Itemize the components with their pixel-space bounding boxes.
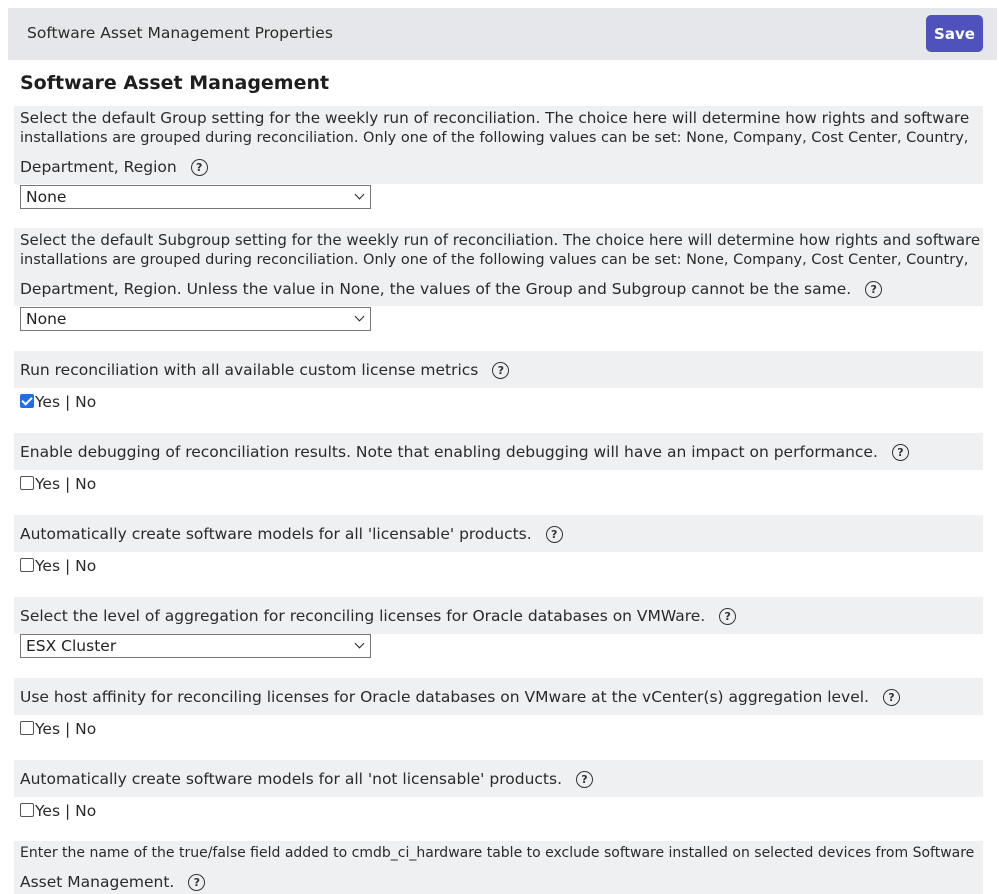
chevron-down-icon (355, 312, 365, 322)
exclude-field-label-line-2 (20, 872, 205, 892)
custom-metrics-choice: Yes | No (35, 393, 97, 411)
group-label-line-1: Select the default Group setting for the weekly run of reconciliation. The choice here will determine how rights and software (20, 109, 970, 127)
help-icon[interactable]: ? (883, 689, 900, 706)
debugging-label-text: Enable debugging of reconciliation results. Note that enabling debugging will have an impact on performance. (20, 443, 878, 461)
debugging-toggle (20, 474, 96, 494)
not-licensable-models-toggle (20, 801, 96, 821)
exclude-field-label-text: Asset Management. (20, 873, 175, 891)
subgroup-label-text: Department, Region. Unless the value in None, the values of the Group and Subgroup cannot be the same. (20, 280, 852, 298)
page-header (8, 8, 997, 60)
chevron-down-icon (355, 190, 365, 200)
host-affinity-label-text: Use host affinity for reconciling licenses for Oracle databases on VMware at the vCenter(s) aggregation level. (20, 688, 869, 706)
host-affinity-checkbox[interactable] (20, 721, 34, 735)
group-select-value: None (26, 188, 67, 206)
group-label-line-2: installations are grouped during reconciliation. Only one of the following values can be set: None, Company, Cost Center, Country, (20, 130, 969, 146)
help-icon[interactable]: ? (191, 159, 208, 176)
help-icon[interactable]: ? (719, 608, 736, 625)
subgroup-label-line-1: Select the default Subgroup setting for the weekly run of reconciliation. The choice here will determine how rights and software (20, 231, 981, 249)
section-title: Software Asset Management (20, 72, 330, 94)
oracle-aggregation-select[interactable] (20, 634, 371, 658)
help-icon[interactable]: ? (865, 281, 882, 298)
host-affinity-label (20, 687, 900, 707)
subgroup-select-value: None (26, 310, 67, 328)
custom-metrics-label (20, 360, 509, 380)
group-label-line-3 (20, 157, 208, 177)
licensable-models-toggle (20, 556, 96, 576)
subgroup-label-line-2: installations are grouped during reconciliation. Only one of the following values can be set: None, Company, Cost Center, Country, (20, 252, 969, 268)
help-icon[interactable]: ? (188, 874, 205, 891)
chevron-down-icon (355, 639, 365, 649)
top-border (0, 0, 999, 8)
licensable-models-label (20, 524, 563, 544)
help-icon[interactable]: ? (576, 771, 593, 788)
not-licensable-models-choice: Yes | No (35, 802, 97, 820)
licensable-models-label-text: Automatically create software models for all 'licensable' products. (20, 525, 532, 543)
host-affinity-toggle (20, 719, 96, 739)
not-licensable-models-label (20, 769, 593, 789)
not-licensable-models-checkbox[interactable] (20, 803, 34, 817)
subgroup-label-line-3 (20, 279, 882, 299)
custom-metrics-label-text: Run reconciliation with all available custom license metrics (20, 361, 479, 379)
custom-metrics-toggle (20, 392, 96, 412)
group-label-text: Department, Region (20, 158, 177, 176)
debugging-label (20, 442, 909, 462)
host-affinity-choice: Yes | No (35, 720, 97, 738)
group-select[interactable] (20, 185, 371, 209)
help-icon[interactable]: ? (546, 526, 563, 543)
page-title: Software Asset Management Properties (27, 24, 333, 42)
oracle-aggregation-label (20, 606, 736, 626)
oracle-aggregation-label-text: Select the level of aggregation for reconciling licenses for Oracle databases on VMWare. (20, 607, 706, 625)
licensable-models-checkbox[interactable] (20, 558, 34, 572)
oracle-aggregation-select-value: ESX Cluster (26, 637, 117, 655)
not-licensable-models-label-text: Automatically create software models for all 'not licensable' products. (20, 770, 562, 788)
save-button[interactable]: Save (926, 15, 983, 52)
subgroup-select[interactable] (20, 307, 371, 331)
exclude-field-label-line-1: Enter the name of the true/false field added to cmdb_ci_hardware table to exclude software installed on selected devices from Software (20, 845, 975, 861)
debugging-choice: Yes | No (35, 475, 97, 493)
help-icon[interactable]: ? (492, 362, 509, 379)
help-icon[interactable]: ? (892, 444, 909, 461)
custom-metrics-checkbox[interactable] (20, 394, 34, 408)
licensable-models-choice: Yes | No (35, 557, 97, 575)
debugging-checkbox[interactable] (20, 476, 34, 490)
